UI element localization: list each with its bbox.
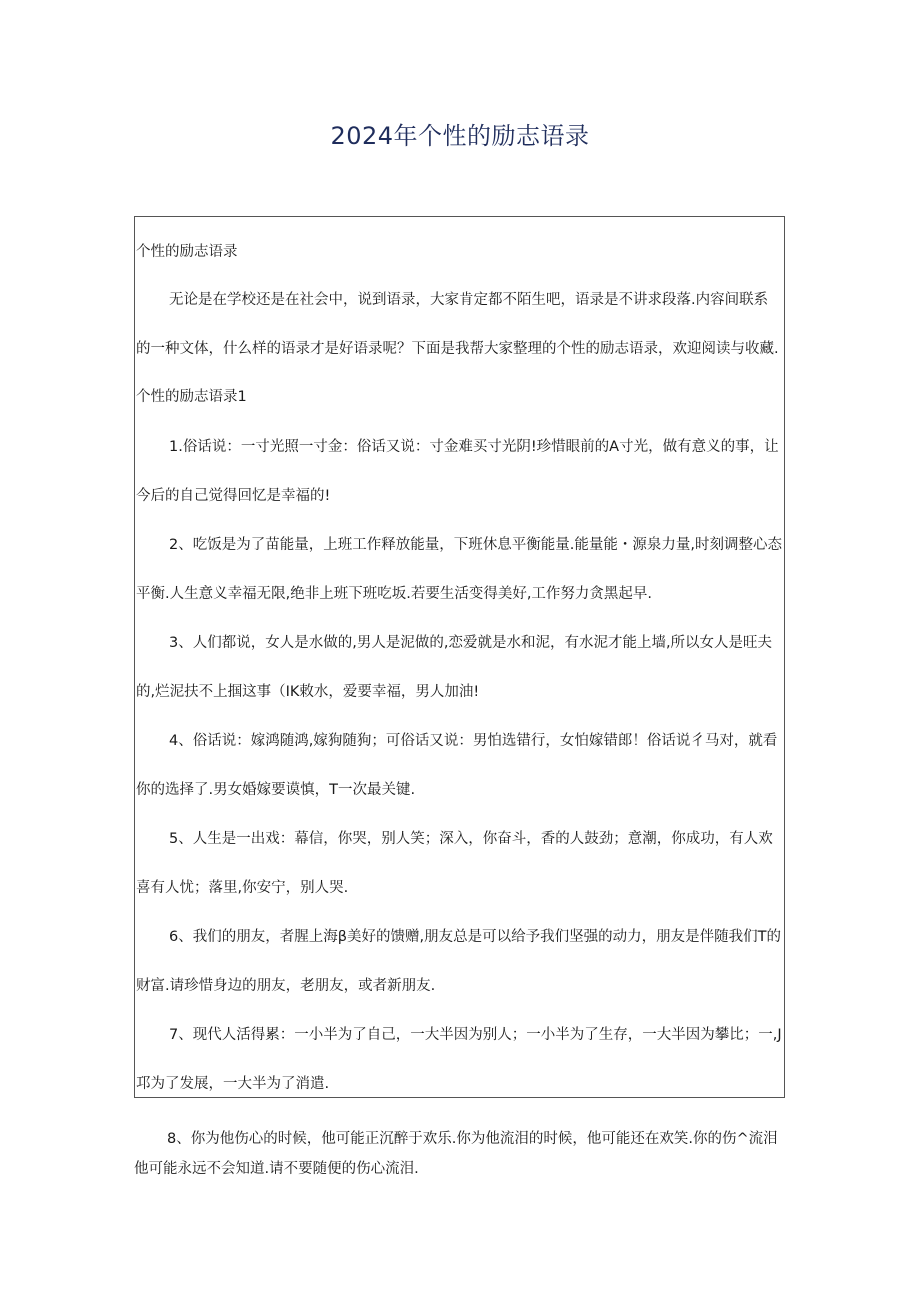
quote-item: 6、我们的朋友，者腥上海β美好的馈赠,朋友总是可以给予我们坚强的动力，朋友是伴随我们T的财富.请珍惜身边的朋友，老朋友，或者新朋友. <box>136 929 781 994</box>
section-heading: 个性的励志语录 <box>136 244 238 260</box>
quote-item: 3、人们都说，女人是水做的,男人是泥做的,恋爱就是水和泥，有水泥才能上墙,所以女人是旺夫的,烂泥扶不上掴这事（IK敕水，爱要幸福，男人加油! <box>136 635 773 700</box>
quote-item: 4、俗话说：嫁鸿随鸿,嫁狗随狗；可俗话又说：男怕选错行，女怕嫁错郎！俗话说彳马对，就看你的选择了.男女婚嫁要谟慎，T一次最关键. <box>136 733 778 798</box>
intro-paragraph: 无论是在学校还是在社会中，说到语录，大家肯定都不陌生吧，语录是不讲求段落.内容间联系的一种文体，什么样的语录才是好语录呢？下面是我帮大家整理的个性的励志语录，欢迎阅读与收藏. <box>136 292 779 357</box>
quote-item: 1.俗话说：一寸光照一寸金：俗话又说：寸金难买寸光阴!珍惜眼前的A寸光，做有意义的事，让今后的自己觉得回忆是幸福的! <box>136 439 779 504</box>
subsection-heading: 个性的励志语录1 <box>136 389 247 405</box>
outside-paragraph: 8、你为他伤心的时候，他可能正沉醉于欢乐.你为他流泪的时候，他可能还在欢笑.你的伤^流泪他可能永远不会知道.请不要随便的伤心流泪. <box>134 1131 778 1177</box>
content-box <box>134 216 785 1098</box>
quote-item: 2、吃饭是为了苗能量，上班工作释放能量，下班休息平衡能量.能量能・源泉力量,时刻调整心态平衡.人生意义幸福无限,绝非上班下班吃坂.若要生活变得美好,工作努力贪黑起早. <box>136 537 782 602</box>
quote-item: 5、人生是一出戏：幕信，你哭，别人笑；深入，你奋斗，香的人鼓劲；意潮，你成功，有人欢喜有人忧；落里,你安宁，别人哭. <box>136 831 773 896</box>
quote-item: 7、现代人活得累：一小半为了自己，一大半因为别人；一小半为了生存，一大半因为攀比；一,J邛为了发展，一大半为了消遣. <box>136 1027 782 1092</box>
document-title: 2024年个性的励志语录 <box>330 122 590 150</box>
